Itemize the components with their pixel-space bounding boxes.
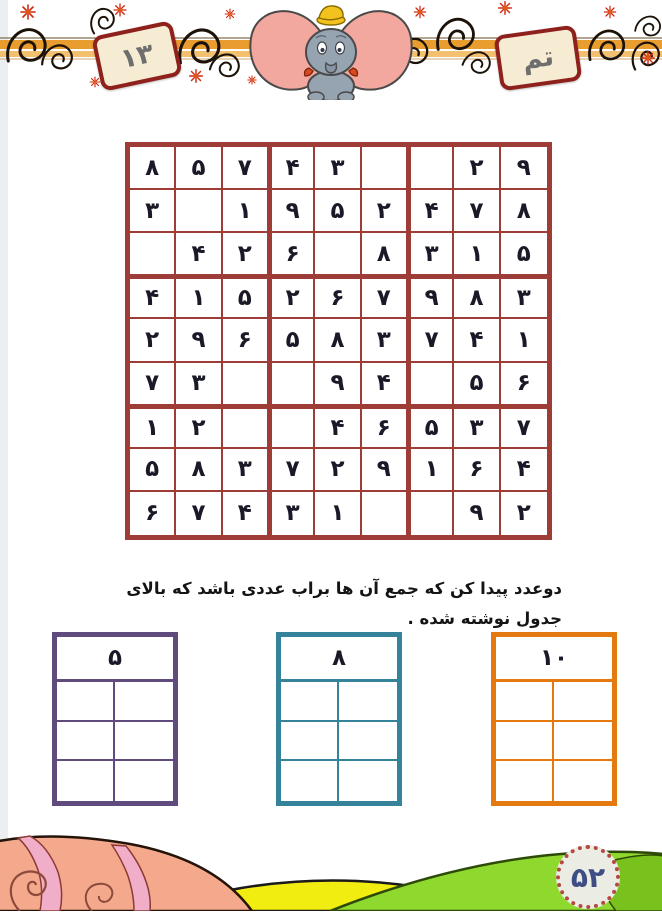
sudoku-cell: ۹ [501,147,547,190]
sudoku-empty-cell[interactable] [408,492,454,535]
answer-table-3 [491,632,617,806]
sudoku-cell: ۴ [501,449,547,492]
sudoku-cell: ۸ [176,449,222,492]
sudoku-cell: ۳ [501,276,547,319]
sudoku-cell: ۴ [362,363,408,406]
answer-table-body [281,682,397,801]
sudoku-cell: ۸ [501,190,547,233]
sudoku-cell: ۸ [362,233,408,276]
sudoku-cell: ۴ [130,276,176,319]
sudoku-cell: ۹ [176,319,222,362]
answer-cell[interactable] [57,761,115,801]
sudoku-grid [125,142,552,540]
sudoku-cell: ۷ [269,449,315,492]
answer-cell[interactable] [339,682,397,722]
decorative-header [0,0,662,100]
page-number-badge [556,845,620,909]
sudoku-cell: ۴ [223,492,269,535]
sudoku-cell: ۳ [408,233,454,276]
sudoku-empty-cell[interactable] [362,492,408,535]
sudoku-cell: ۸ [315,319,361,362]
sudoku-cell: ۳ [176,363,222,406]
sudoku-cell: ۲ [315,449,361,492]
sudoku-cell: ۵ [130,449,176,492]
answer-table-target-number: ۸ [281,637,397,682]
answer-cell[interactable] [281,682,339,722]
sudoku-cell: ۳ [454,406,500,449]
sudoku-cell: ۲ [516,500,531,527]
lesson-number-label: ۱۳ [117,37,157,75]
answer-cell[interactable] [496,722,554,762]
sudoku-cell: ۱ [501,319,547,362]
sudoku-cell: ۷ [501,406,547,449]
sudoku-cell: ۵ [408,406,454,449]
sudoku-cell: ۱ [408,449,454,492]
answer-cell[interactable] [496,761,554,801]
sudoku-cell: ۲ [362,190,408,233]
sudoku-cell: ۹ [315,363,361,406]
sudoku-cell: ۶ [362,406,408,449]
sudoku-cell: ۶ [130,492,176,535]
sudoku-cell: ۲ [130,319,176,362]
sudoku-cell: ۵ [454,363,500,406]
page-number-label: ۵۲ [570,860,606,894]
sudoku-cell: ۵ [176,147,222,190]
sudoku-empty-cell[interactable] [130,233,176,276]
sudoku-cell: ۶ [223,319,269,362]
sudoku-cell: ۸ [130,147,176,190]
page-edge-strip [0,0,8,911]
sudoku-cell: ۹ [269,190,315,233]
sudoku-empty-cell[interactable] [176,190,222,233]
answer-table-target-number: ۱۰ [496,637,612,682]
sudoku-empty-cell[interactable] [315,233,361,276]
answer-cell[interactable] [339,761,397,801]
answer-cell[interactable] [281,722,339,762]
sudoku-cell: ۲ [269,276,315,319]
sudoku-cell: ۵ [501,233,547,276]
theme-badge [494,25,583,92]
sudoku-empty-cell[interactable] [408,147,454,190]
sudoku-cell: ۴ [176,233,222,276]
answer-cell[interactable] [554,682,612,722]
answer-cell[interactable] [339,722,397,762]
sudoku-empty-cell[interactable] [223,406,269,449]
answer-cell[interactable] [57,722,115,762]
answer-cell[interactable] [496,682,554,722]
sudoku-cell: ۶ [269,233,315,276]
answer-cell[interactable] [57,682,115,722]
sudoku-cell: ۶ [454,449,500,492]
answer-cell[interactable] [554,761,612,801]
sudoku-cell: ۳ [315,147,361,190]
sudoku-empty-cell[interactable] [408,363,454,406]
sudoku-cell: ۱ [315,492,361,535]
sudoku-cell: ۷ [408,319,454,362]
answer-table-body [57,682,173,801]
sudoku-cell: ۴ [454,319,500,362]
answer-table-2 [276,632,402,806]
theme-badge-label: تم [520,40,556,76]
sudoku-cell: ۱ [223,190,269,233]
sudoku-cell: ۷ [362,276,408,319]
sudoku-cell: ۲ [176,406,222,449]
answer-table-body [496,682,612,801]
sudoku-cell: ۹ [362,449,408,492]
sudoku-cell: ۲ [223,233,269,276]
sudoku-cell: ۸ [454,276,500,319]
sudoku-cell: ۹ [408,276,454,319]
answer-table-1 [52,632,178,806]
answer-cell[interactable] [115,722,173,762]
answer-cell[interactable] [115,682,173,722]
sudoku-cell: ۷ [130,363,176,406]
answer-cell[interactable] [115,761,173,801]
sudoku-cell: ۵ [223,276,269,319]
sudoku-cell: ۶ [315,276,361,319]
sudoku-empty-cell[interactable] [269,406,315,449]
sudoku-cell: ۶ [501,363,547,406]
sudoku-cell: ۳ [362,319,408,362]
sudoku-cell: ۳ [269,492,315,535]
dumbo-elephant-illustration [250,6,411,100]
sudoku-cell: ۵ [315,190,361,233]
answer-table-target-number: ۵ [57,637,173,682]
sudoku-cell: ۴ [408,190,454,233]
answer-cell[interactable] [554,722,612,762]
sudoku-cell: ۹ [454,492,500,535]
sudoku-cell: ۱ [176,276,222,319]
sudoku-empty-cell[interactable] [223,363,269,406]
sudoku-cell: ۱ [130,406,176,449]
sudoku-cell: ۷ [454,190,500,233]
sudoku-cell: ۷ [176,492,222,535]
sudoku-cell: ۳ [223,449,269,492]
sudoku-empty-cell[interactable] [362,147,408,190]
instruction-text: دوعدد پیدا کن که جمع آن ها براب عددی باشد که بالای جدول نوشته شده . [126,579,562,628]
sudoku-empty-cell[interactable] [269,363,315,406]
sudoku-cell: ۷ [223,147,269,190]
sudoku-cell: ۱ [454,233,500,276]
sudoku-cell: ۳ [130,190,176,233]
sudoku-cell: ۲ [454,147,500,190]
sudoku-cell: ۴ [315,406,361,449]
sudoku-cell: ۵ [269,319,315,362]
sudoku-cell: ۴ [269,147,315,190]
answer-cell[interactable] [281,761,339,801]
